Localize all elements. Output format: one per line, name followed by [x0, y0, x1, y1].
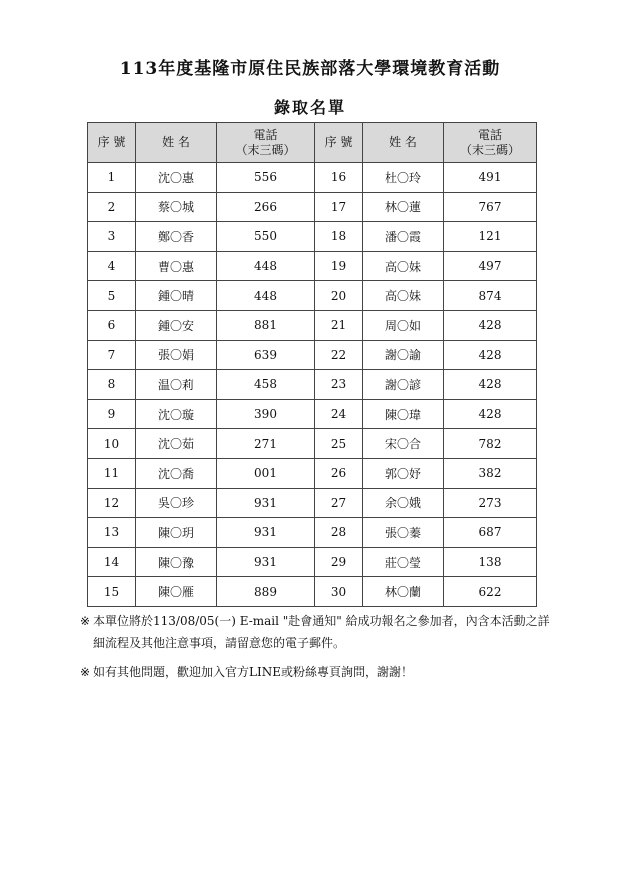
- phone-cell: 273: [444, 488, 537, 518]
- seq-cell: 1: [88, 163, 136, 193]
- name-cell: 林〇蘭: [363, 577, 444, 607]
- phone-cell: 497: [444, 251, 537, 281]
- document-subtitle: 錄取名單: [273, 98, 346, 117]
- name-cell: 高〇妹: [363, 251, 444, 281]
- table-row: [88, 429, 537, 459]
- table-row: [88, 458, 537, 488]
- table-row: [88, 310, 537, 340]
- name-cell: 宋〇合: [363, 429, 444, 459]
- table-row: [88, 577, 537, 607]
- name-cell: 余〇娥: [363, 488, 444, 518]
- seq-cell: 24: [315, 399, 363, 429]
- seq-cell: 23: [315, 370, 363, 400]
- name-cell: 陳〇瑋: [363, 399, 444, 429]
- seq-cell: 21: [315, 310, 363, 340]
- note-mark: ※: [80, 665, 91, 679]
- name-cell: 沈〇惠: [136, 163, 217, 193]
- note-text: 如有其他問題，歡迎加入官方LINE或粉絲專頁詢問，謝謝！: [93, 665, 413, 679]
- note-item: [80, 661, 560, 683]
- seq-cell: 3: [88, 222, 136, 252]
- seq-cell: 17: [315, 192, 363, 222]
- table-header-row: [88, 123, 537, 163]
- table-row: [88, 399, 537, 429]
- phone-cell: 266: [217, 192, 315, 222]
- table-row: [88, 251, 537, 281]
- admission-table: [87, 122, 537, 607]
- name-cell: 潘〇霞: [363, 222, 444, 252]
- phone-cell: 622: [444, 577, 537, 607]
- phone-cell: 448: [217, 251, 315, 281]
- name-cell: 陳〇雁: [136, 577, 217, 607]
- seq-cell: 8: [88, 370, 136, 400]
- name-cell: 陳〇豫: [136, 547, 217, 577]
- phone-cell: 931: [217, 488, 315, 518]
- phone-cell: 121: [444, 222, 537, 252]
- header-phone-line2: （末三碼）: [235, 142, 296, 157]
- name-cell: 沈〇璇: [136, 399, 217, 429]
- name-cell: 莊〇瑩: [363, 547, 444, 577]
- name-cell: 沈〇茹: [136, 429, 217, 459]
- seq-cell: 14: [88, 547, 136, 577]
- table-row: [88, 340, 537, 370]
- name-cell: 林〇蓮: [363, 192, 444, 222]
- seq-cell: 12: [88, 488, 136, 518]
- phone-cell: 001: [217, 458, 315, 488]
- seq-cell: 20: [315, 281, 363, 311]
- header-seq: 序 號: [315, 123, 363, 163]
- seq-cell: 15: [88, 577, 136, 607]
- table-row: [88, 518, 537, 548]
- name-cell: 張〇蓁: [363, 518, 444, 548]
- phone-cell: 782: [444, 429, 537, 459]
- table-row: [88, 281, 537, 311]
- header-name: 姓 名: [363, 123, 444, 163]
- name-cell: 陳〇玥: [136, 518, 217, 548]
- header-phone: [217, 123, 315, 163]
- phone-cell: 639: [217, 340, 315, 370]
- header-phone: [444, 123, 537, 163]
- phone-cell: 138: [444, 547, 537, 577]
- seq-cell: 28: [315, 518, 363, 548]
- name-cell: 謝〇諭: [363, 340, 444, 370]
- seq-cell: 2: [88, 192, 136, 222]
- seq-cell: 11: [88, 458, 136, 488]
- phone-cell: 382: [444, 458, 537, 488]
- name-cell: 張〇娟: [136, 340, 217, 370]
- seq-cell: 10: [88, 429, 136, 459]
- header-phone-line1: 電話: [253, 127, 278, 142]
- table-row: [88, 192, 537, 222]
- seq-cell: 4: [88, 251, 136, 281]
- seq-cell: 25: [315, 429, 363, 459]
- name-cell: 鄭〇香: [136, 222, 217, 252]
- header-phone-line1: 電話: [477, 127, 502, 142]
- seq-cell: 26: [315, 458, 363, 488]
- phone-cell: 767: [444, 192, 537, 222]
- name-cell: 吳〇珍: [136, 488, 217, 518]
- note-item: [80, 610, 560, 654]
- seq-cell: 18: [315, 222, 363, 252]
- phone-cell: 428: [444, 340, 537, 370]
- name-cell: 曹〇惠: [136, 251, 217, 281]
- seq-cell: 16: [315, 163, 363, 193]
- document-title: 113年度基隆市原住民族部落大學環境教育活動: [119, 59, 501, 79]
- notes-section: [80, 610, 560, 683]
- seq-cell: 29: [315, 547, 363, 577]
- header-seq: 序 號: [88, 123, 136, 163]
- seq-cell: 6: [88, 310, 136, 340]
- header-phone-line2: （末三碼）: [459, 142, 520, 157]
- seq-cell: 27: [315, 488, 363, 518]
- seq-cell: 22: [315, 340, 363, 370]
- table-row: [88, 488, 537, 518]
- phone-cell: 428: [444, 310, 537, 340]
- phone-cell: 428: [444, 399, 537, 429]
- phone-cell: 428: [444, 370, 537, 400]
- phone-cell: 491: [444, 163, 537, 193]
- name-cell: 周〇如: [363, 310, 444, 340]
- name-cell: 鍾〇安: [136, 310, 217, 340]
- seq-cell: 5: [88, 281, 136, 311]
- name-cell: 郭〇妤: [363, 458, 444, 488]
- name-cell: 杜〇玲: [363, 163, 444, 193]
- seq-cell: 19: [315, 251, 363, 281]
- name-cell: 蔡〇城: [136, 192, 217, 222]
- note-text: 本單位將於113/08/05(一) E-mail "赴會通知" 給成功報名之參加者，內含本活動之詳細流程及其他注意事項，請留意您的電子郵件。: [93, 614, 550, 650]
- seq-cell: 13: [88, 518, 136, 548]
- table-row: [88, 222, 537, 252]
- table-row: [88, 163, 537, 193]
- header-name: 姓 名: [136, 123, 217, 163]
- phone-cell: 448: [217, 281, 315, 311]
- table-row: [88, 547, 537, 577]
- phone-cell: 550: [217, 222, 315, 252]
- phone-cell: 874: [444, 281, 537, 311]
- name-cell: 謝〇諺: [363, 370, 444, 400]
- name-cell: 鍾〇晴: [136, 281, 217, 311]
- phone-cell: 556: [217, 163, 315, 193]
- seq-cell: 7: [88, 340, 136, 370]
- seq-cell: 30: [315, 577, 363, 607]
- name-cell: 高〇妹: [363, 281, 444, 311]
- name-cell: 温〇莉: [136, 370, 217, 400]
- phone-cell: 458: [217, 370, 315, 400]
- seq-cell: 9: [88, 399, 136, 429]
- phone-cell: 931: [217, 547, 315, 577]
- phone-cell: 271: [217, 429, 315, 459]
- note-mark: ※: [80, 614, 91, 628]
- phone-cell: 931: [217, 518, 315, 548]
- phone-cell: 687: [444, 518, 537, 548]
- phone-cell: 390: [217, 399, 315, 429]
- table-row: [88, 370, 537, 400]
- phone-cell: 881: [217, 310, 315, 340]
- phone-cell: 889: [217, 577, 315, 607]
- name-cell: 沈〇喬: [136, 458, 217, 488]
